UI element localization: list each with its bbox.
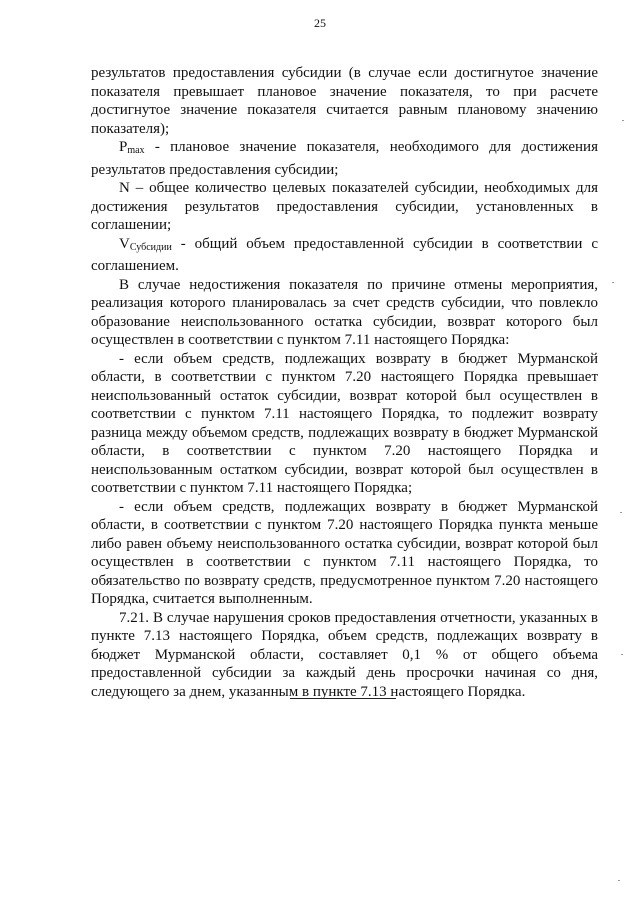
paragraph-continuation: результатов предоставления субсидии (в случае если достигнутое значение показателя превышает плановое значение показателя, то при расчете достигнутое значение показателя считается равным плановому значению показателя); bbox=[91, 65, 598, 137]
paragraph-non-achievement: В случае недостижения показателя по причине отмены мероприятия, реализация которого планировалась за счет средств субсидии, что повлекло образование неиспользованного остатка субсидии, возврат которого был осуществлен в соответствии с пунктом 7.11 настоящего Порядка: bbox=[91, 276, 598, 348]
scan-speck bbox=[622, 120, 624, 121]
variable-symbol: V bbox=[119, 235, 130, 252]
scan-speck bbox=[618, 880, 620, 881]
definition-text: - общий объем предоставленной субсидии в соответствии с соглашением. bbox=[91, 235, 598, 274]
definition-text: - плановое значение показателя, необходимого для достижения результатов предоставления субсидии; bbox=[91, 139, 598, 178]
page-number: 25 bbox=[314, 16, 326, 30]
scan-speck bbox=[612, 282, 614, 283]
variable-symbol: P bbox=[119, 139, 128, 155]
paragraph-bullet-less-or-equal: - если объем средств, подлежащих возврату в бюджет Мурманской области, в соответствии с пунктом 7.20 настоящего Порядка пункта меньше либо равен объему неиспользованного остатка субсидии, возврат которой был осуществлен в соответствии с пунктом 7.11 настоящего Порядка, то обязательство по возврату средств, предусмотренное пунктом 7.20 настоящего Порядка, считается выполненным. bbox=[91, 498, 598, 607]
scan-speck bbox=[620, 512, 622, 513]
scan-speck bbox=[621, 654, 623, 655]
paragraph-clause-7-21: 7.21. В случае нарушения сроков предоставления отчетности, указанных в пункте 7.13 настоящего Порядка, объем средств, подлежащих возврату в бюджет Мурманской области, составляет 0,1 % от общего объема предоставленной субсидии за каждый день просрочки начиная со дня, следующего за днем, указанным в пункте 7.13 настоящего Порядка. bbox=[91, 609, 598, 700]
document-body bbox=[91, 64, 598, 701]
paragraph-bullet-exceeds: - если объем средств, подлежащих возврату в бюджет Мурманской области, в соответствии с пунктом 7.20 настоящего Порядка превышает неиспользованный остаток субсидии, возврат которой был осуществлен в соответствии с пунктом 7.11 настоящего Порядка, то подлежит возврату разница между объемом средств, подлежащих возврату в бюджет Мурманской области, в соответствии с пунктом 7.20 настоящего Порядка и неиспользованным остатком субсидии, возврат которой был осуществлен в соответствии с пунктом 7.11 настоящего Порядка; bbox=[91, 350, 598, 496]
paragraph-v-definition bbox=[91, 235, 598, 276]
variable-subscript: max bbox=[127, 145, 145, 156]
paragraph-pmax-definition bbox=[91, 138, 598, 179]
paragraph-n-definition: N – общее количество целевых показателей субсидии, необходимых для достижения результатов предоставления субсидии, установленных в соглашении; bbox=[91, 180, 598, 233]
variable-subscript: Субсидии bbox=[129, 241, 172, 253]
end-of-document-line bbox=[290, 698, 396, 699]
